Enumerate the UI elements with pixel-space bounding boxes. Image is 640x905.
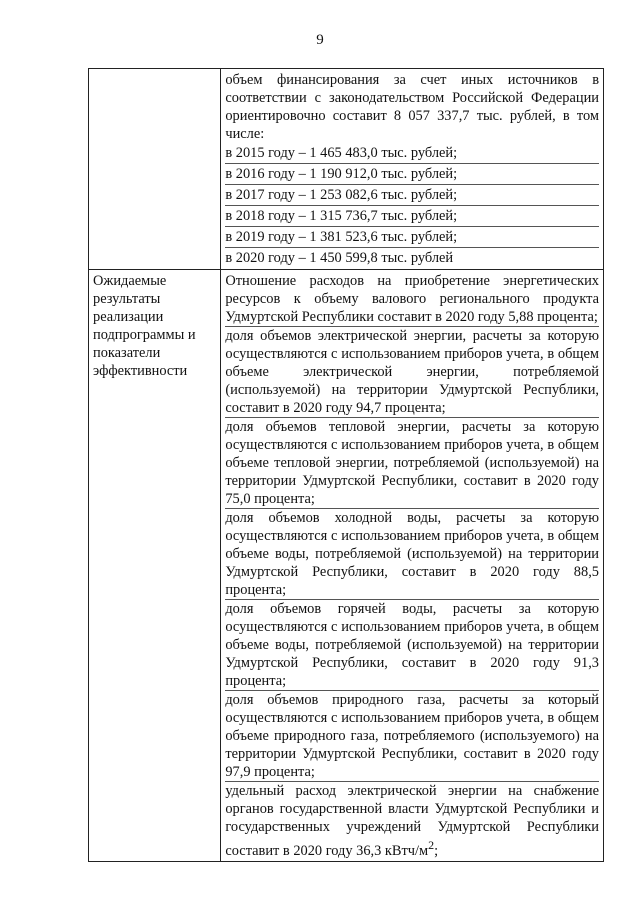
financing-year-line: в 2018 году – 1 315 736,7 тыс. рублей; — [225, 205, 599, 226]
page-number: 9 — [316, 32, 324, 48]
indicator-paragraph: доля объемов природного газа, расчеты за который осуществляются с использованием приборов учета, в общем объеме природного газа, потребляемого (используемого) на территории Удмуртской Республики, составит в 2020 году 97,9 процента; — [225, 692, 599, 780]
indicator-paragraph: доля объемов холодной воды, расчеты за которую осуществляются с использованием приборов учета, в общем объеме воды, потребляемой (используемой) на территории Удмуртской Республики, составит в 2020 году 88,5 процента; — [225, 510, 599, 598]
financing-year-line: в 2017 году – 1 253 082,6 тыс. рублей; — [225, 184, 599, 205]
unit-superscript: 2 — [428, 838, 435, 852]
financing-label-cell — [89, 69, 221, 270]
financing-year-line: в 2020 году – 1 450 599,8 тыс. рублей — [225, 247, 599, 268]
indicator-paragraph: доля объемов электрической энергии, расчеты за которую осуществляются с использованием приборов учета, в общем объеме электрической энергии, потребляемой (используемой) на территории Удмуртской Республики, составит в 2020 году 94,7 процента; — [225, 328, 599, 416]
financing-year-line: в 2016 году – 1 190 912,0 тыс. рублей; — [225, 163, 599, 184]
program-passport-table — [88, 68, 604, 862]
indicator-paragraph: доля объемов горячей воды, расчеты за которую осуществляются с использованием приборов учета, в общем объеме воды, потребляемой (используемой) на территории Удмуртской Республики, составит в 2020 году 91,3 процента; — [225, 601, 599, 689]
results-content-cell — [221, 270, 604, 862]
indicator-last-suffix: ; — [434, 842, 439, 859]
indicator-last-text: удельный расход электрической энергии на снабжение органов государственной власти Удмуртской Республики и государственных учреждений Удмуртской Республики составит в 2020 году 36,3 кВтч/м — [225, 783, 599, 859]
indicator-paragraph: доля объемов тепловой энергии, расчеты за которую осуществляются с использованием приборов учета, в общем объеме тепловой энергии, потребляемой (используемой) на территории Удмуртской Республики, составит в 2020 году 75,0 процента; — [225, 419, 599, 507]
financing-year-line: в 2019 году – 1 381 523,6 тыс. рублей; — [225, 226, 599, 247]
results-row — [89, 270, 604, 862]
financing-year-line: в 2015 году – 1 465 483,0 тыс. рублей; — [225, 145, 458, 161]
financing-content-cell — [221, 69, 604, 270]
results-label-cell — [89, 270, 221, 862]
indicator-paragraph-last — [225, 781, 599, 860]
financing-row — [89, 69, 604, 270]
results-label: Ожидаемые результаты реализации подпрограммы и показатели эффективности — [93, 273, 196, 379]
financing-intro: объем финансирования за счет иных источников в соответствии с законодательством Российской Федерации ориентировочно составит 8 057 337,7 тыс. рублей, в том числе: — [225, 72, 599, 142]
indicator-paragraph: Отношение расходов на приобретение энергетических ресурсов к объему валового регионального продукта Удмуртской Республики составит в 2020 году 5,88 процента; — [225, 273, 599, 325]
